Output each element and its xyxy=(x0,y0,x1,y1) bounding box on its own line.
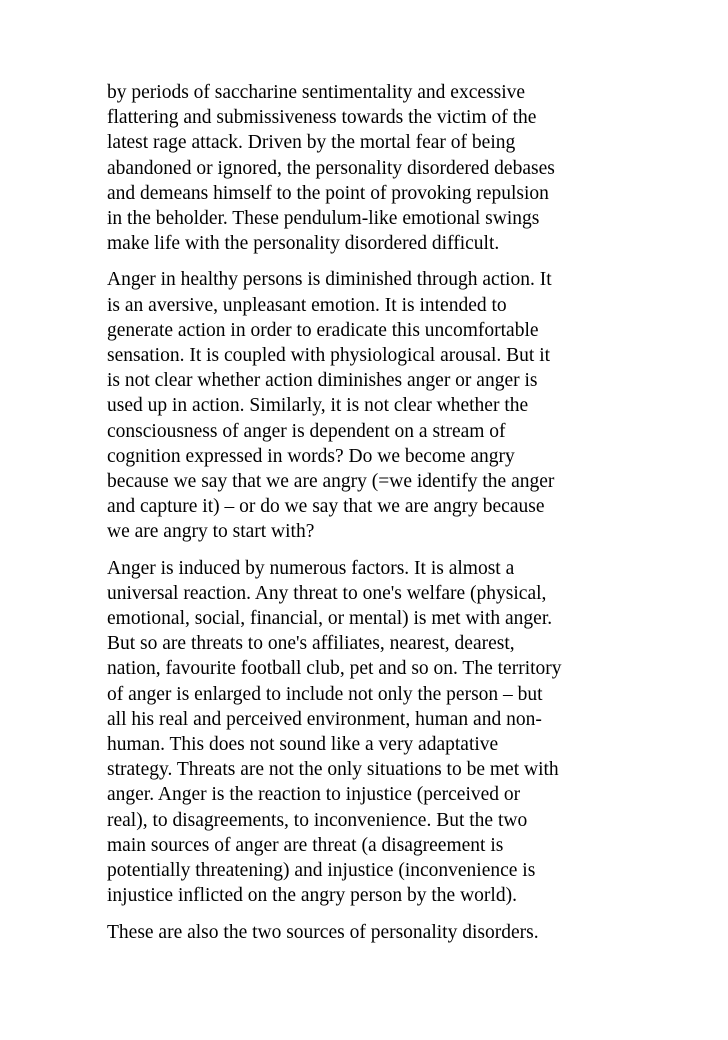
text-line: But so are threats to one's affiliates, nearest, dearest, xyxy=(107,633,515,655)
text-line: cognition expressed in words? Do we become angry xyxy=(107,445,515,467)
text-line: emotional, social, financial, or mental) is met with anger. xyxy=(107,608,553,630)
text-line: because we say that we are angry (=we identify the anger xyxy=(107,471,555,493)
text-line: human. This does not sound like a very adaptative xyxy=(107,734,499,756)
text-line: make life with the personality disordered difficult. xyxy=(107,233,500,255)
text-line: flattering and submissiveness towards the victim of the xyxy=(107,107,537,129)
text-line: sensation. It is coupled with physiological arousal. But it xyxy=(107,345,551,367)
text-line: consciousness of anger is dependent on a stream of xyxy=(107,420,506,442)
text-line: strategy. Threats are not the only situations to be met with xyxy=(107,759,559,781)
text-line: all his real and perceived environment, human and non- xyxy=(107,708,542,730)
text-line: Anger in healthy persons is diminished through action. It xyxy=(107,269,552,291)
text-line: injustice inflicted on the angry person by the world). xyxy=(107,885,517,907)
text-line: by periods of saccharine sentimentality and excessive xyxy=(107,82,526,103)
paragraph-1 xyxy=(107,80,627,256)
text-line: nation, favourite football club, pet and so on. The territory xyxy=(107,658,562,680)
text-line: potentially threatening) and injustice (inconvenience is xyxy=(107,860,536,882)
paragraph-4 xyxy=(107,920,627,945)
paragraph-2 xyxy=(107,267,627,544)
text-line: is not clear whether action diminishes anger or anger is xyxy=(107,370,538,392)
text-line: These are also the two sources of personality disorders. xyxy=(107,921,539,943)
text-line: and demeans himself to the point of provoking repulsion xyxy=(107,182,549,204)
text-line: in the beholder. These pendulum-like emotional swings xyxy=(107,208,540,230)
text-line: generate action in order to eradicate this uncomfortable xyxy=(107,319,539,341)
text-line: universal reaction. Any threat to one's welfare (physical, xyxy=(107,582,547,604)
text-line: real), to disagreements, to inconvenience. But the two xyxy=(107,809,528,831)
document-page xyxy=(107,80,627,956)
text-line: anger. Anger is the reaction to injustice (perceived or xyxy=(107,784,521,806)
text-line: latest rage attack. Driven by the mortal fear of being xyxy=(107,132,516,154)
text-line: main sources of anger are threat (a disagreement is xyxy=(107,834,504,856)
paragraph-3 xyxy=(107,556,627,909)
text-line: abandoned or ignored, the personality disordered debases xyxy=(107,157,555,179)
text-line: of anger is enlarged to include not only the person – but xyxy=(107,683,543,705)
text-line: is an aversive, unpleasant emotion. It is intended to xyxy=(107,294,507,316)
text-line: and capture it) – or do we say that we are angry because xyxy=(107,496,545,518)
text-line: used up in action. Similarly, it is not clear whether the xyxy=(107,395,529,417)
text-line: Anger is induced by numerous factors. It is almost a xyxy=(107,557,515,579)
text-line: we are angry to start with? xyxy=(107,521,315,543)
